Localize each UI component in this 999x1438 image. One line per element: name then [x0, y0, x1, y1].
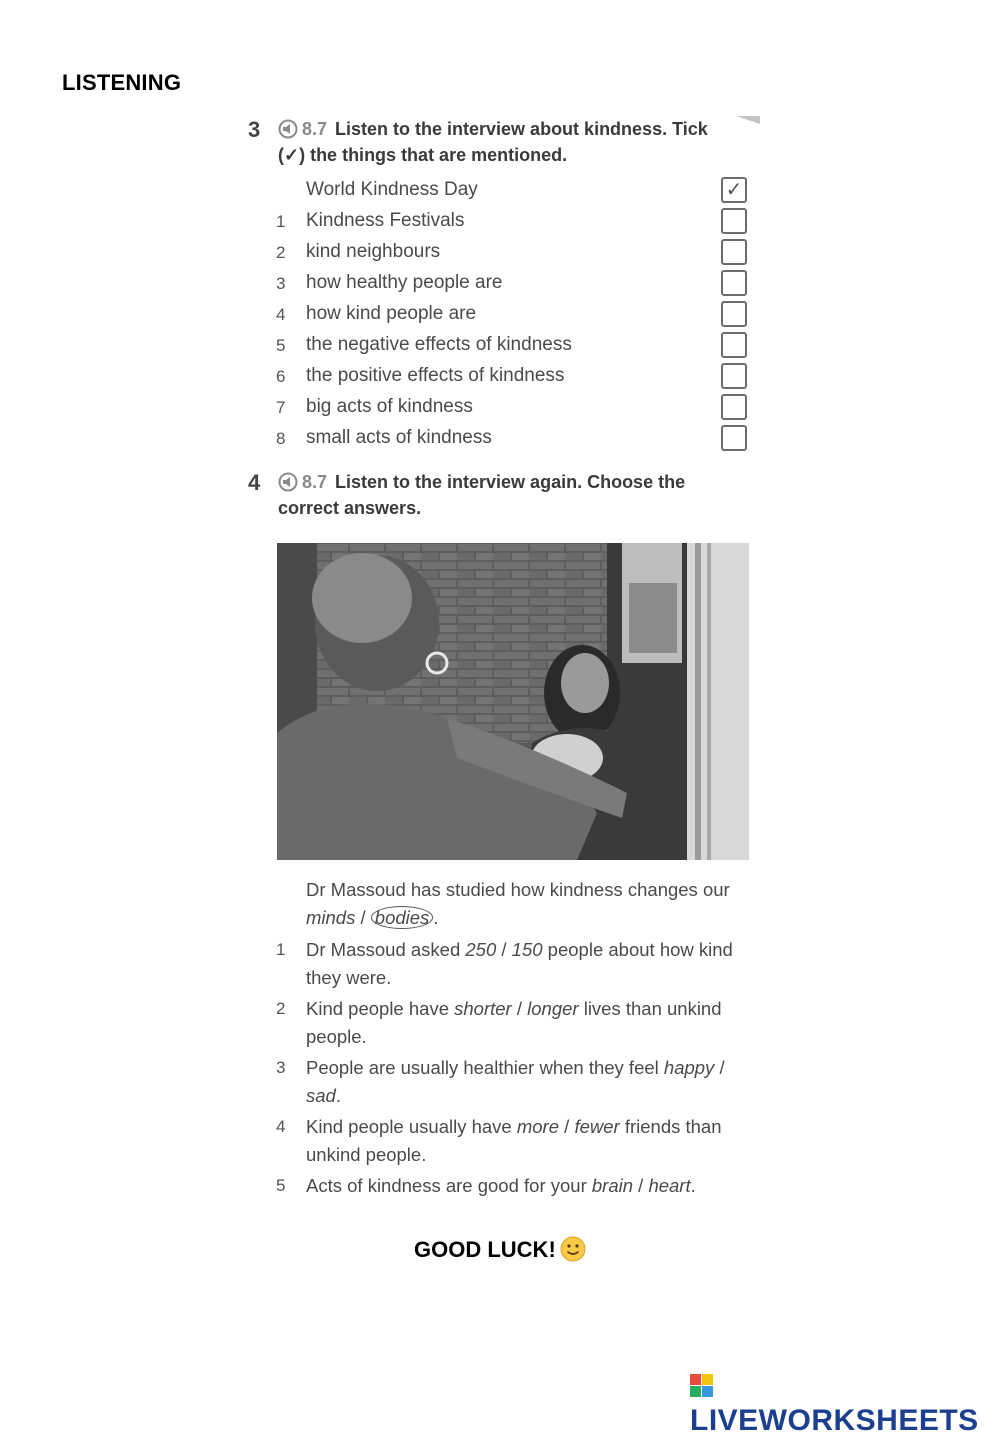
- question-number: 3: [276, 1058, 286, 1077]
- list-item: [276, 332, 752, 363]
- kindness-photo: [277, 543, 749, 860]
- option-a[interactable]: minds: [306, 907, 356, 928]
- tick-checkbox[interactable]: [721, 270, 747, 296]
- page-heading: LISTENING: [62, 70, 182, 95]
- item-number: 3: [276, 274, 286, 293]
- option-b[interactable]: longer: [527, 998, 579, 1019]
- list-item: [276, 394, 752, 425]
- question-item: 4 Kind people usually have more / fewer friends than unkind people.: [276, 1113, 746, 1169]
- audio-icon[interactable]: [278, 119, 298, 139]
- item-text: Kindness Festivals: [306, 210, 465, 231]
- option-a[interactable]: more: [516, 1116, 560, 1137]
- question-item: 3 People are usually healthier when they feel happy / sad.: [276, 1054, 746, 1110]
- liveworksheets-logo-icon: [690, 1374, 714, 1398]
- list-item: [276, 301, 752, 332]
- list-item: [276, 425, 752, 456]
- tick-checkbox[interactable]: [721, 425, 747, 451]
- item-number: 2: [276, 243, 286, 262]
- exercise-4-instruction: [278, 469, 748, 521]
- tick-checkbox[interactable]: [721, 332, 747, 358]
- good-luck-message: GOOD LUCK!: [414, 1236, 586, 1263]
- item-number: 1: [276, 212, 286, 231]
- tick-checkbox[interactable]: [721, 394, 747, 420]
- item-text: small acts of kindness: [306, 427, 492, 448]
- question-item: 1 Dr Massoud asked 250 / 150 people about how kind they were.: [276, 936, 746, 992]
- option-a[interactable]: happy: [663, 1057, 715, 1078]
- question-item: 5 Acts of kindness are good for your brain / heart.: [276, 1172, 746, 1200]
- tick-checkbox[interactable]: [721, 301, 747, 327]
- exercise-4-number: 4: [248, 470, 261, 495]
- option-a[interactable]: shorter: [454, 998, 512, 1019]
- item-text: the positive effects of kindness: [306, 365, 565, 386]
- corner-tab-decoration: [736, 116, 760, 124]
- item-number: 8: [276, 429, 286, 448]
- list-item: [276, 177, 752, 208]
- item-number: 4: [276, 305, 286, 324]
- option-b[interactable]: fewer: [574, 1116, 620, 1137]
- brand-footer: LIVEWORKSHEETS: [690, 1370, 999, 1438]
- item-text: big acts of kindness: [306, 396, 473, 417]
- question-number: 5: [276, 1176, 286, 1195]
- instruction-text: Listen to the interview again. Choose the correct answers.: [278, 472, 686, 518]
- option-b[interactable]: heart: [648, 1175, 691, 1196]
- track-number: 8.7: [302, 119, 328, 139]
- question-number: 4: [276, 1117, 286, 1136]
- option-b-selected[interactable]: bodies: [371, 906, 434, 929]
- item-text: the negative effects of kindness: [306, 334, 572, 355]
- option-b[interactable]: 150: [511, 939, 543, 960]
- smiley-icon: [560, 1236, 586, 1262]
- item-text: kind neighbours: [306, 241, 441, 262]
- item-number: 7: [276, 398, 286, 417]
- option-a[interactable]: brain: [591, 1175, 634, 1196]
- question-number: 2: [276, 999, 286, 1018]
- instruction-text: Listen to the interview about kindness. Tick (✓) the things that are mentioned.: [278, 119, 708, 165]
- tick-checkbox[interactable]: [721, 239, 747, 265]
- list-item: [276, 270, 752, 301]
- tick-checkbox[interactable]: ✓: [721, 177, 747, 203]
- track-number: 8.7: [302, 472, 328, 492]
- question-number: 1: [276, 940, 286, 959]
- audio-icon[interactable]: [278, 472, 298, 492]
- item-text: World Kindness Day: [306, 179, 478, 200]
- exercise-3-number: 3: [248, 117, 261, 142]
- tick-checkbox[interactable]: [721, 208, 747, 234]
- option-b[interactable]: sad: [306, 1085, 336, 1106]
- item-number: 6: [276, 367, 286, 386]
- item-number: 5: [276, 336, 286, 355]
- item-text: how healthy people are: [306, 272, 503, 293]
- example-question: Dr Massoud has studied how kindness changes our minds / bodies .: [306, 879, 730, 928]
- list-item: [276, 239, 752, 270]
- option-a[interactable]: 250: [465, 939, 497, 960]
- exercise-3-instruction: [278, 116, 738, 168]
- question-item: 2 Kind people have shorter / longer lives than unkind people.: [276, 995, 746, 1051]
- item-text: how kind people are: [306, 303, 477, 324]
- tick-checkbox[interactable]: [721, 363, 747, 389]
- list-item: [276, 208, 752, 239]
- list-item: [276, 363, 752, 394]
